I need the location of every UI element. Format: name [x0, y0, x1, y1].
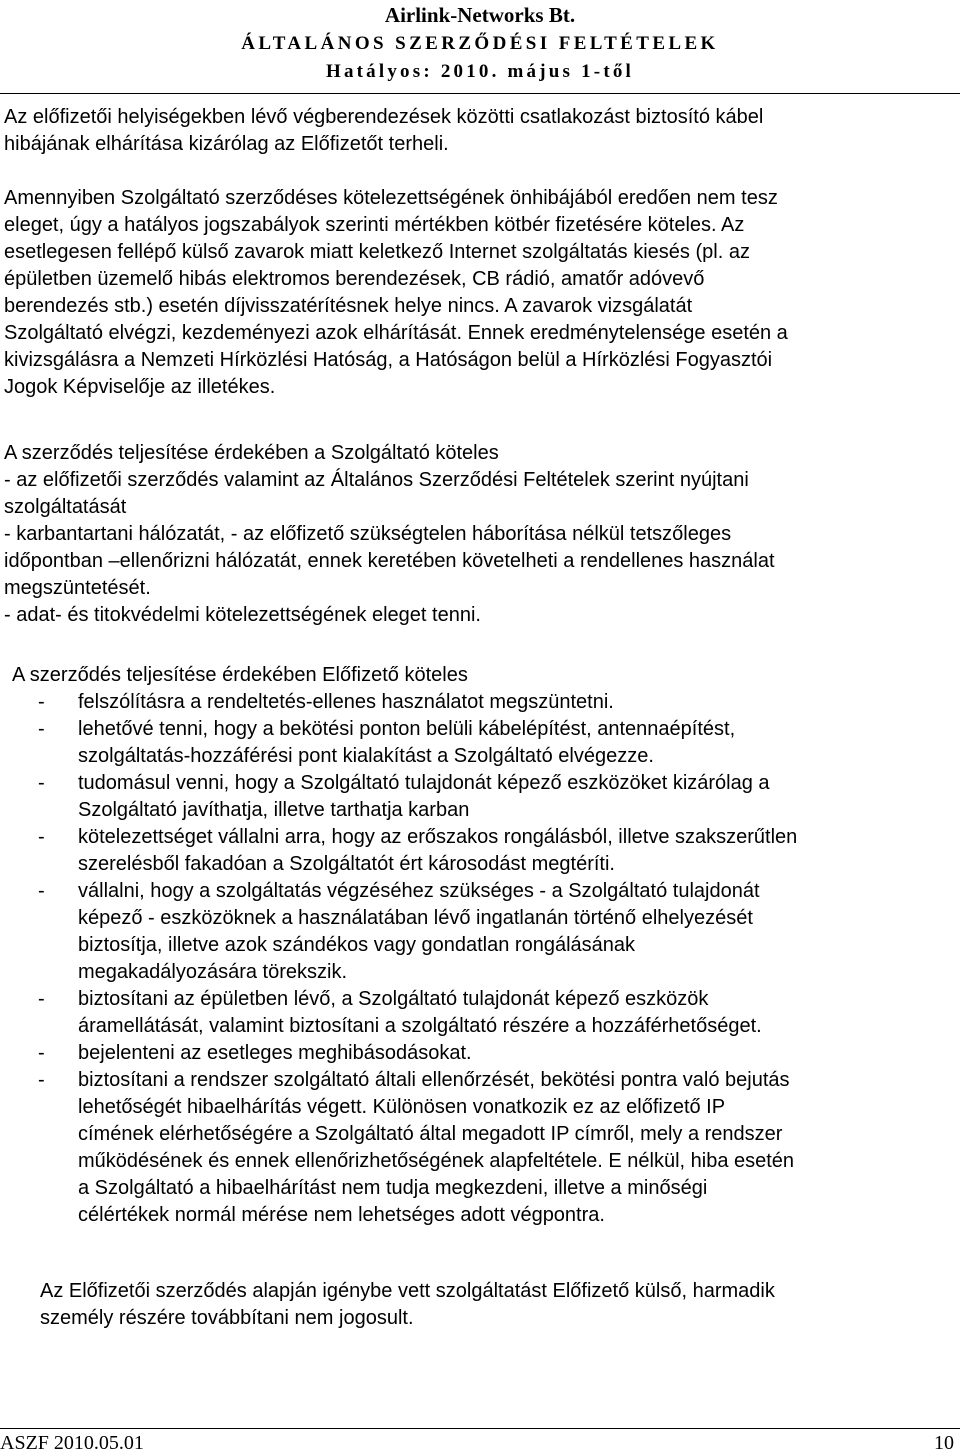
text-line: kötelezettséget vállalni arra, hogy az erőszakos rongálásból, illetve szakszerűtlen [78, 826, 798, 848]
text-line: szolgáltatását [4, 496, 127, 518]
text-line: A szerződés teljesítése érdekében a Szolgáltató köteles [4, 442, 499, 464]
text-line: Jogok Képviselője az illetékes. [4, 376, 276, 398]
header-divider [0, 93, 960, 94]
text-line: képező - eszközöknek a használatában lévő ingatlanán történő elhelyezését [78, 907, 753, 929]
paragraph-penalty-disturbances [4, 185, 956, 401]
section-intro: A szerződés teljesítése érdekében Előfizető köteles [12, 664, 468, 686]
text-line: felszólításra a rendeltetés-ellenes használatot megszüntetni. [78, 691, 614, 713]
list-dash: - [38, 880, 45, 902]
paragraph-subscriber-obligations [12, 662, 952, 1229]
list-item [12, 986, 952, 1040]
list-dash: - [38, 826, 45, 848]
list-dash: - [38, 1042, 45, 1064]
text-line: lehetőségét hibaelhárítás végett. Különösen vonatkozik ez az előfizető IP [78, 1096, 726, 1118]
text-line: tudomásul venni, hogy a Szolgáltató tulajdonát képező eszközöket kizárólag a [78, 772, 770, 794]
text-line: Szolgáltató javíthatja, illetve tarthatja karban [78, 799, 470, 821]
text-line: biztosítja, illetve azok szándékos vagy gondatlan rongálásának [78, 934, 636, 956]
text-line: biztosítani a rendszer szolgáltató általi ellenőrzését, bekötési pontra való bejutás [78, 1069, 790, 1091]
page-number: 10 [934, 1432, 954, 1454]
list-item [12, 824, 952, 878]
text-line: időpontban –ellenőrizni hálózatát, ennek keretében követelheti a rendellenes használat [4, 550, 775, 572]
text-line: megszüntetését. [4, 577, 151, 599]
text-line: - karbantartani hálózatát, - az előfizető szükségtelen háborítása nélkül tetszőleges [4, 523, 732, 545]
paragraph-cable-fault [4, 104, 956, 158]
footer-divider [0, 1428, 960, 1429]
text-line: szolgáltatás-hozzáférési pont kialakítást a Szolgáltató elvégezze. [78, 745, 654, 767]
list-dash: - [38, 772, 45, 794]
text-line: épületben üzemelő hibás elektromos berendezések, CB rádió, amatőr adóvevő [4, 268, 705, 290]
text-line: Amennyiben Szolgáltató szerződéses kötelezettségének önhibájából eredően nem tesz [4, 187, 778, 209]
list-dash: - [38, 1069, 45, 1091]
list-dash: - [38, 718, 45, 740]
list-item [12, 689, 952, 716]
text-line: kivizsgálásra a Nemzeti Hírközlési Hatóság, a Hatóságon belül a Hírközlési Fogyasztói [4, 349, 773, 371]
text-line: biztosítani az épületben lévő, a Szolgáltató tulajdonát képező eszközök [78, 988, 709, 1010]
list-item [12, 878, 952, 986]
text-line: címének elérhetőségére a Szolgáltató által megadott IP címről, mely a rendszer [78, 1123, 783, 1145]
text-line: vállalni, hogy a szolgáltatás végzéséhez szükséges - a Szolgáltató tulajdonát [78, 880, 760, 902]
text-line: a Szolgáltató a hibaelhárítást nem tudja megkezdeni, illetve a minőségi [78, 1177, 708, 1199]
list-item [12, 1040, 952, 1067]
text-line: Az előfizetői helyiségekben lévő végberendezések közötti csatlakozást biztosító kábel [4, 106, 764, 128]
text-line: esetlegesen fellépő külső zavarok miatt keletkező Internet szolgáltatás kiesés (pl. az [4, 241, 750, 263]
text-line: berendezés stb.) esetén díjvisszatérítésnek helye nincs. A zavarok vizsgálatát [4, 295, 693, 317]
text-line: eleget, úgy a hatályos jogszabályok szerinti mértékben kötbér fizetésére köteles. Az [4, 214, 745, 236]
list-item [12, 770, 952, 824]
text-line: bejelenteni az esetleges meghibásodásokat. [78, 1042, 472, 1064]
paragraph-no-resale [40, 1278, 956, 1332]
text-line: működésének és ennek ellenőrizhetőségének alapfeltétele. E nélkül, hiba esetén [78, 1150, 795, 1172]
obligation-list [12, 689, 952, 1229]
text-line: személy részére továbbítani nem jogosult. [40, 1307, 414, 1329]
text-line: Szolgáltató elvégzi, kezdeményezi azok elhárítását. Ennek eredménytelensége esetén a [4, 322, 788, 344]
text-line: Az Előfizetői szerződés alapján igénybe vett szolgáltatást Előfizető külső, harmadik [40, 1280, 775, 1302]
list-item [12, 716, 952, 770]
footer-document-code: ASZF 2010.05.01 [0, 1432, 144, 1454]
text-line: - adat- és titokvédelmi kötelezettségének eleget tenni. [4, 604, 481, 626]
list-dash: - [38, 691, 45, 713]
paragraph-provider-obligations [4, 440, 956, 629]
text-line: - az előfizetői szerződés valamint az Általános Szerződési Feltételek szerint nyújtani [4, 469, 749, 491]
text-line: célértékek normál mérése nem lehetséges adott végpontra. [78, 1204, 605, 1226]
validity-date: Hatályos: 2010. május 1-től [325, 61, 635, 82]
text-line: hibájának elhárítása kizárólag az Előfizetőt terheli. [4, 133, 449, 155]
text-line: szerelésből fakadóan a Szolgáltatót ért károsodást megtéríti. [78, 853, 615, 875]
company-name: Airlink-Networks Bt. [384, 3, 576, 27]
list-dash: - [38, 988, 45, 1010]
text-line: áramellátását, valamint biztosítani a szolgáltató részére a hozzáférhetőséget. [78, 1015, 762, 1037]
list-item [12, 1067, 952, 1229]
document-title: ÁLTALÁNOS SZERZŐDÉSI FELTÉTELEK [241, 33, 719, 54]
text-line: lehetővé tenni, hogy a bekötési ponton belüli kábelépítést, antennaépítést, [78, 718, 736, 740]
text-line: megakadályozására törekszik. [78, 961, 348, 983]
